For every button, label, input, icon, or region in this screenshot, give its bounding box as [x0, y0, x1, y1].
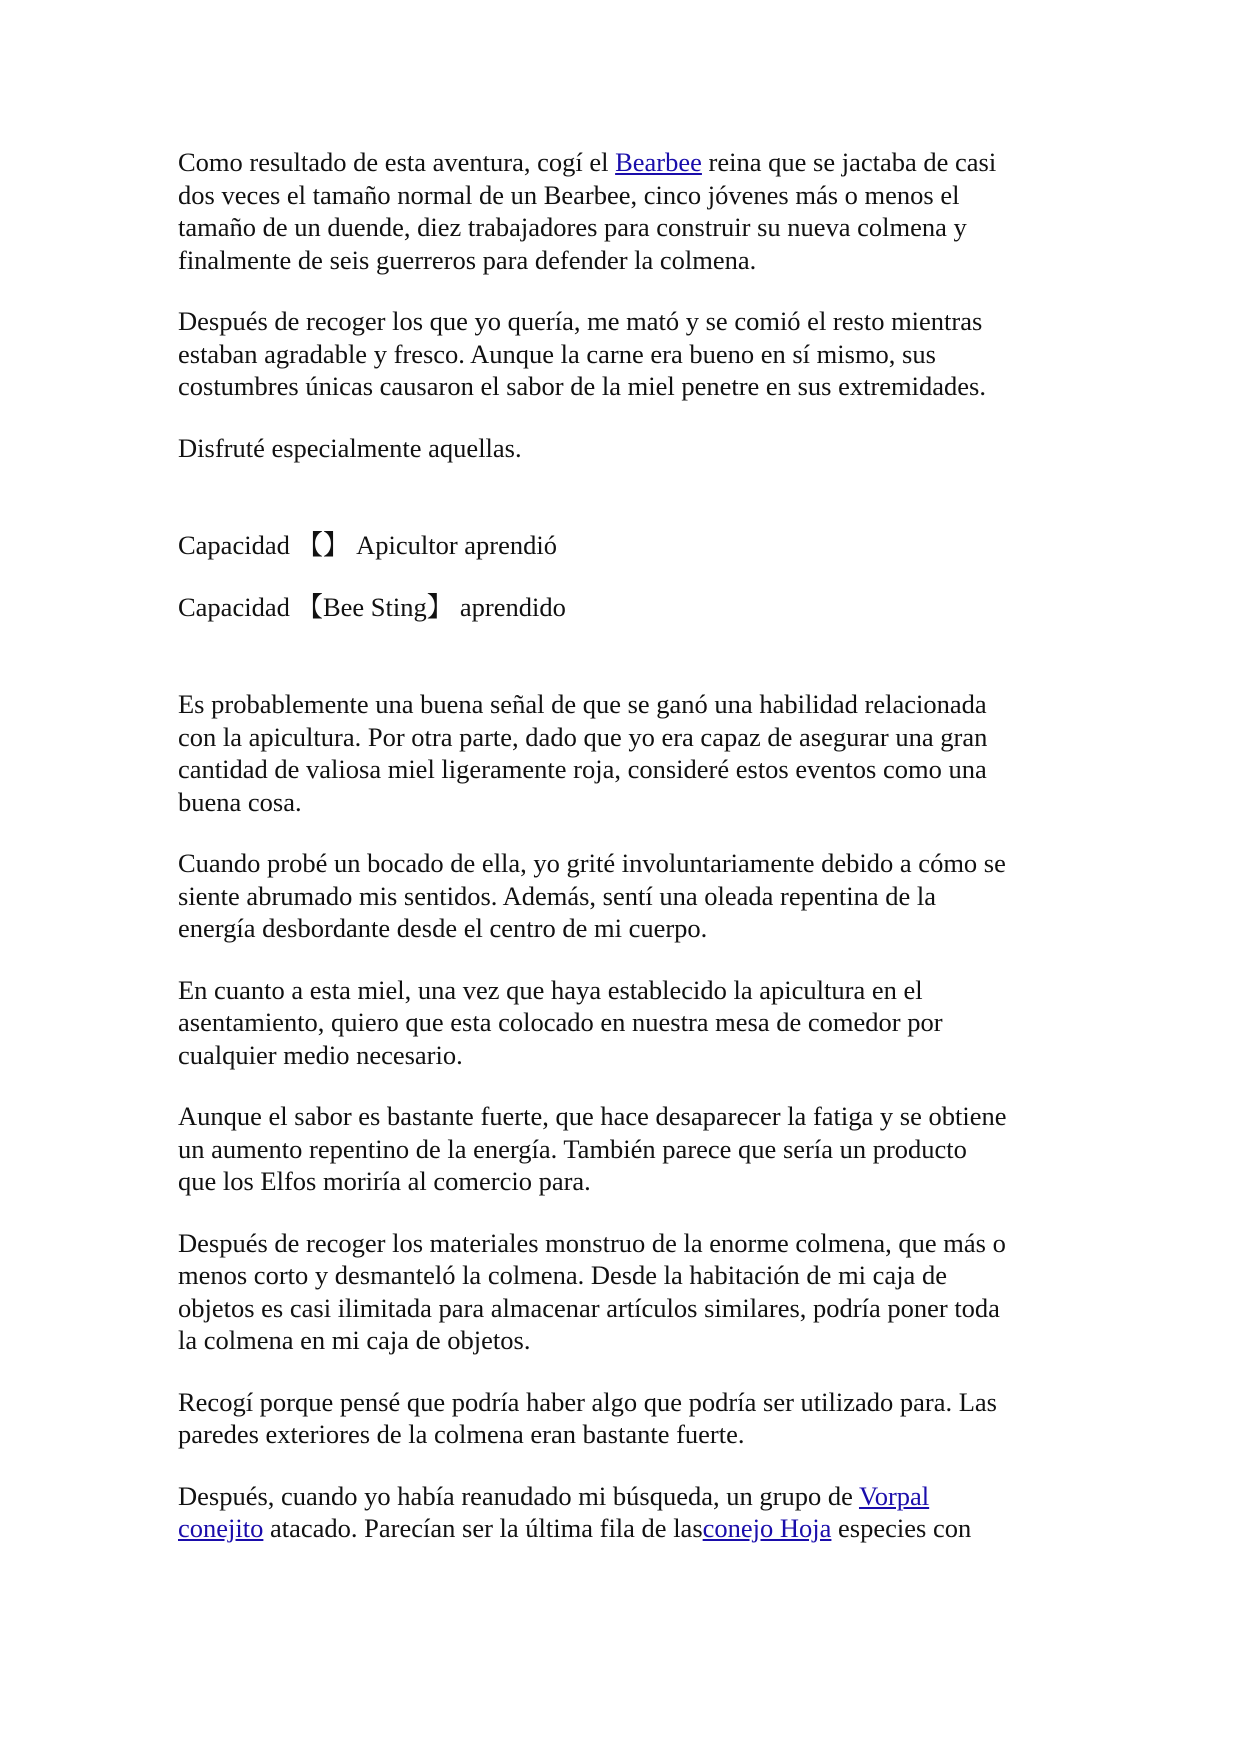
text-line [178, 1100, 1078, 1133]
paragraph-p12 [178, 1480, 1078, 1545]
text-line [178, 1165, 1078, 1198]
inline-link[interactable]: conejo Hoja [702, 1513, 832, 1543]
text-run: Recogí porque pensé que podría haber algo que podría ser utilizado para. Las [178, 1386, 997, 1417]
text-run: cantidad de valiosa miel ligeramente roja, consideré estos eventos como una [178, 754, 987, 784]
paragraph-p4 [178, 529, 1078, 562]
text-line [178, 1324, 1078, 1357]
paragraph-p5 [178, 591, 1078, 624]
text-run: Después de recoger los que yo quería, me mató y se comió el resto mientras [178, 306, 983, 336]
text-run: Disfruté especialmente aquellas. [178, 432, 522, 463]
paragraph-p9 [178, 1100, 1078, 1198]
text-run: paredes exteriores de la colmena eran bastante fuerte. [178, 1419, 745, 1449]
text-run: menos corto y desmanteló la colmena. Desde la habitación de mi caja de [178, 1260, 947, 1290]
text-line [178, 146, 1078, 179]
paragraph-p3 [178, 432, 1078, 465]
text-line [178, 179, 1078, 212]
text-run: Capacidad 【Bee Sting】 aprendido [178, 591, 566, 622]
paragraph-p11 [178, 1386, 1078, 1451]
text-run: asentamiento, quiero que esta colocado en nuestra mesa de comedor por [178, 1007, 943, 1037]
text-run: energía desbordante desde el centro de mi cuerpo. [178, 913, 708, 943]
text-run: Capacidad 【】 Apicultor aprendió [178, 530, 557, 560]
text-line [178, 1227, 1078, 1260]
text-run: Después de recoger los materiales monstruo de la enorme colmena, que más o [178, 1227, 1006, 1258]
text-line [178, 1480, 1078, 1513]
text-line [178, 880, 1078, 913]
text-run: que los Elfos moriría al comercio para. [178, 1166, 591, 1196]
text-run: finalmente de seis guerreros para defender la colmena. [178, 244, 757, 275]
text-run: estaban agradable y fresco. Aunque la carne era bueno en sí mismo, sus [178, 338, 936, 369]
text-line [178, 1418, 1078, 1451]
text-line [178, 974, 1078, 1007]
text-line [178, 432, 1078, 465]
text-run: cualquier medio necesario. [178, 1039, 463, 1070]
text-run: siente abrumado mis sentidos. Además, sentí una oleada repentina de la [178, 880, 936, 911]
text-run: costumbres únicas causaron el sabor de la miel penetre en sus extremidades. [178, 371, 986, 401]
text-line [178, 786, 1078, 819]
text-run: En cuanto a esta miel, una vez que haya establecido la apicultura en el [178, 974, 923, 1005]
text-run: especies con [831, 1513, 972, 1543]
text-line [178, 305, 1078, 338]
paragraph-p2 [178, 305, 1078, 403]
text-run: Es probablemente una buena señal de que se ganó una habilidad relacionada [178, 689, 987, 719]
text-run: buena cosa. [178, 786, 302, 817]
text-line [178, 211, 1078, 244]
text-run: Cuando probé un bocado de ella, yo grité involuntariamente debido a cómo se [178, 848, 1006, 878]
text-line [178, 1039, 1078, 1072]
text-line [178, 1512, 1078, 1545]
text-run: reina que se jactaba de casi [701, 147, 997, 177]
text-run: Como resultado de esta aventura, cogí el [178, 147, 616, 177]
document-page [178, 146, 1078, 1574]
text-line [178, 1386, 1078, 1419]
text-run: Aunque el sabor es bastante fuerte, que hace desaparecer la fatiga y se obtiene [178, 1101, 1007, 1131]
paragraph-p7 [178, 847, 1078, 945]
paragraph-p10 [178, 1227, 1078, 1357]
text-line [178, 1292, 1078, 1325]
text-line [178, 591, 1078, 624]
inline-link[interactable]: conejito [178, 1513, 264, 1543]
text-line [178, 847, 1078, 880]
text-line [178, 338, 1078, 371]
paragraph-p6 [178, 688, 1078, 818]
text-run: la colmena en mi caja de objetos. [178, 1325, 531, 1355]
text-run: un aumento repentino de la energía. También parece que sería un producto [178, 1133, 967, 1164]
inline-link[interactable]: Bearbee [615, 147, 702, 177]
text-line [178, 912, 1078, 945]
text-run: atacado. Parecían ser la última fila de las [263, 1513, 703, 1543]
text-line [178, 721, 1078, 754]
text-line [178, 1133, 1078, 1166]
text-run: objetos es casi ilimitada para almacenar artículos similares, podría poner toda [178, 1292, 1000, 1323]
text-run: tamaño de un duende, diez trabajadores para construir su nueva colmena y [178, 212, 967, 242]
paragraph-p1 [178, 146, 1078, 276]
text-line [178, 688, 1078, 721]
text-line [178, 1006, 1078, 1039]
text-line [178, 529, 1078, 562]
text-run: con la apicultura. Por otra parte, dado que yo era capaz de asegurar una gran [178, 721, 988, 752]
text-line [178, 244, 1078, 277]
inline-link[interactable]: Vorpal [858, 1480, 930, 1511]
text-run: dos veces el tamaño normal de un Bearbee, cinco jóvenes más o menos el [178, 179, 960, 210]
text-run: Después, cuando yo había reanudado mi búsqueda, un grupo de [178, 1480, 859, 1511]
text-line [178, 753, 1078, 786]
paragraph-p8 [178, 974, 1078, 1072]
text-line [178, 370, 1078, 403]
text-line [178, 1259, 1078, 1292]
